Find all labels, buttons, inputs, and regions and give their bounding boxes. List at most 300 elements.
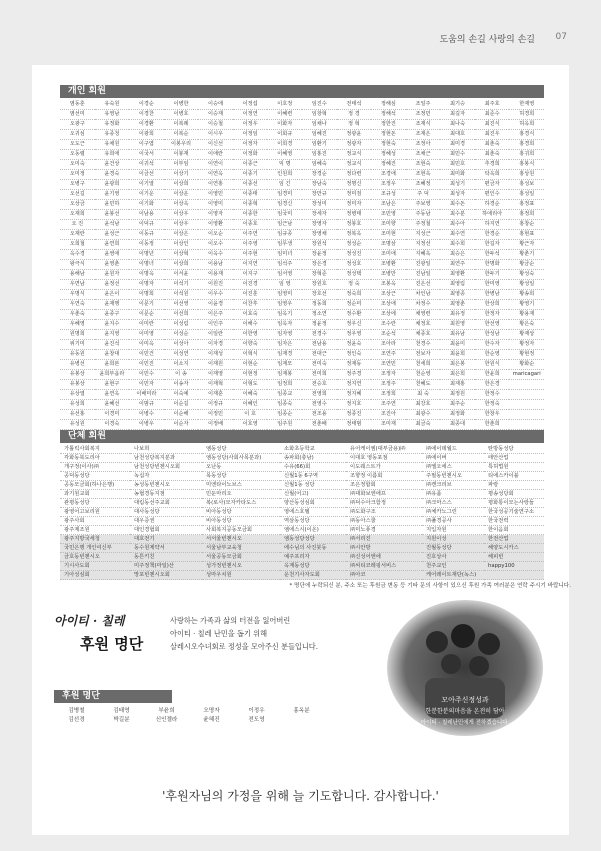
intro-line: 아이티 · 칠레 난민을 돕기 위해	[170, 629, 268, 638]
individual-member-name: 최정원	[440, 390, 475, 400]
individual-member-name: 임자영	[267, 330, 302, 340]
individual-member-name: 탁옥희	[475, 170, 510, 180]
group-member-name: 엠에스시(이온)	[280, 526, 346, 535]
individual-member-name: 추경희	[475, 160, 510, 170]
individual-member-name: 이희경	[267, 140, 302, 150]
individual-member-name: 윤기영	[95, 190, 130, 200]
group-member-name: ㈜풀경공사	[422, 517, 484, 526]
individual-member-name: 이복순	[164, 130, 199, 140]
individual-member-name: 유병선	[60, 360, 95, 370]
individual-member-name: 우혜영	[60, 320, 95, 330]
group-member-name: 엠동성당성당	[280, 535, 346, 544]
intro-line: 살레시오수녀회로 정성을 모아주신 분들입니다.	[170, 642, 319, 651]
group-member-name: 복(로사)모자카타도스	[202, 499, 280, 508]
individual-member-name	[509, 420, 544, 430]
individual-member-name: 진은선	[406, 280, 441, 290]
individual-member-name: 임종숙	[267, 400, 302, 410]
individual-member-name: 이미옥	[129, 340, 164, 350]
individual-member-name: 이종혁	[233, 200, 268, 210]
individual-member-name: 유선홍	[60, 410, 95, 420]
individual-member-name: 오상금	[60, 200, 95, 210]
individual-member-name: 전춘배	[302, 420, 337, 430]
individual-member-name: 유채원	[95, 140, 130, 150]
individual-member-name: 이회규	[267, 130, 302, 140]
individual-member-name: 이미영	[129, 330, 164, 340]
individual-member-name: 전대근	[302, 350, 337, 360]
individual-member-name: 이병호	[164, 110, 199, 120]
individual-member-name: 주동남	[406, 210, 441, 220]
individual-member-name: 진광일	[406, 260, 441, 270]
group-member-name: ㈜에이데월드	[422, 445, 484, 454]
photo-caption-line: 모아주신정성과	[441, 696, 489, 704]
individual-member-name: 이애란	[198, 150, 233, 160]
individual-member-name: 이정섭	[233, 100, 268, 110]
individual-member-name: 한두석	[475, 250, 510, 260]
individual-member-name: 황금순	[509, 260, 544, 270]
individual-member-name: 이문순	[129, 310, 164, 320]
individual-member-name: 이재영	[198, 370, 233, 380]
individual-member-name: 최종대	[440, 420, 475, 430]
group-member-name: 비아동성당	[202, 508, 280, 517]
individual-member-name: 조상애	[371, 300, 406, 310]
individual-member-name: 최재홍	[440, 380, 475, 390]
group-member-name: 동튼키친	[130, 553, 202, 562]
individual-member-name: 최미경	[440, 140, 475, 150]
group-member-name: 목동성당	[202, 472, 280, 481]
individual-member-name: 유희애	[95, 150, 130, 160]
individual-member-name: 정소연	[302, 310, 337, 320]
individual-member-name: 이봉재	[164, 150, 199, 160]
individual-member-name: 최승은	[440, 250, 475, 260]
individual-member-name: maricagari	[509, 370, 544, 380]
group-member-name: 광주사회	[60, 517, 130, 526]
group-member-name: 신월1동 6구역	[280, 472, 346, 481]
individual-member-name: 이재훈	[198, 390, 233, 400]
individual-member-name: 정교식	[337, 150, 372, 160]
individual-member-name: 한명화	[475, 260, 510, 270]
individual-member-name: 최대호	[440, 130, 475, 140]
group-member-name: 농협경동지점	[130, 490, 202, 499]
individual-member-name: 정혜진	[371, 160, 406, 170]
photo-caption-line: 한분한분의마음을 온전히 담아	[425, 708, 505, 715]
individual-member-name: 이오수	[198, 240, 233, 250]
individual-member-name: 한정숙	[475, 400, 510, 410]
individual-member-name: 조정자	[371, 370, 406, 380]
individual-member-name: 이복례	[164, 120, 199, 130]
group-member-name: ㈜크마스스	[422, 499, 484, 508]
individual-member-name: 오귀심	[60, 130, 95, 140]
sponsor-name	[279, 716, 324, 725]
individual-member-name: 오미정	[60, 170, 95, 180]
individual-member-name: 임 긴	[267, 180, 302, 190]
individual-member-name: 윤석남	[95, 220, 130, 230]
individual-member-name: 이시우	[198, 130, 233, 140]
individual-member-name: 정복옥	[337, 230, 372, 240]
individual-member-name: 윤정선	[95, 280, 130, 290]
individual-member-name: 원명희	[60, 330, 95, 340]
individual-member-name: 오 진	[60, 220, 95, 230]
individual-member-name: 이혜련	[267, 110, 302, 120]
individual-member-name: 정지혜	[337, 390, 372, 400]
group-member-name: 주필동빈첸시오	[422, 472, 484, 481]
individual-member-name: 채종호	[406, 330, 441, 340]
individual-member-name: 이진경	[233, 280, 268, 290]
intro-line: 사랑하는 가족과 삶의 터전을 잃어버린	[170, 616, 291, 625]
individual-member-name: 이송자	[164, 380, 199, 390]
individual-member-name: 편인수	[475, 190, 510, 200]
individual-member-name: 오희철	[60, 240, 95, 250]
group-member-name: 성가정빈첸시오	[202, 562, 280, 571]
individual-member-name: 윤민하	[95, 200, 130, 210]
individual-member-name: 윤성근	[95, 230, 130, 240]
individual-member-name	[509, 390, 544, 400]
group-member-name	[484, 571, 544, 580]
individual-member-name: 한창우	[475, 410, 510, 420]
individual-member-name: 황성일	[509, 280, 544, 290]
individual-member-name: 유봉상	[60, 370, 95, 380]
group-member-name: ㈜시안방	[346, 544, 422, 553]
group-member-name: 망포빈첸시오회	[130, 571, 202, 580]
individual-member-name: 염동훈	[60, 100, 95, 110]
individual-member-name: 정다련	[337, 170, 372, 180]
individual-member-name: 장원석	[302, 240, 337, 250]
group-member-name: 엠동성당(사회사목분과)	[202, 454, 280, 463]
individual-member-name: 최기승	[440, 100, 475, 110]
photo-caption-line: 아이티 · 칠레난민에게 전하겠습니다.	[420, 720, 510, 726]
individual-member-name: 이상희	[164, 180, 199, 190]
individual-member-name: 옥수경	[60, 250, 95, 260]
individual-member-name: 이석기	[164, 280, 199, 290]
individual-member-name: 오병구	[60, 180, 95, 190]
group-member-name: 광주제조원	[60, 526, 130, 535]
individual-member-name: 정종진	[337, 410, 372, 420]
individual-member-name: 우면남	[60, 280, 95, 290]
individual-member-name: 이상우	[164, 210, 199, 220]
group-member-name: 동수원제약서	[130, 544, 202, 553]
individual-member-name: 최수아	[440, 220, 475, 230]
individual-member-name: 조규성	[371, 190, 406, 200]
individual-member-name: 정미자	[337, 200, 372, 210]
individual-member-name: 홍상원	[509, 170, 544, 180]
individual-member-name: 한경순	[475, 230, 510, 240]
individual-member-name: 오미숙	[60, 160, 95, 170]
sponsor-name: 부윤희	[158, 708, 175, 714]
individual-member-name: 이효숙	[233, 310, 268, 320]
group-member-name: ㈜신성어앤에	[346, 553, 422, 562]
individual-member-name: 정지호	[337, 400, 372, 410]
individual-member-name: 이영미	[198, 200, 233, 210]
individual-member-name: 정재동	[337, 360, 372, 370]
individual-member-name: 황화순	[509, 360, 544, 370]
individual-member-name: 이국서	[129, 150, 164, 160]
individual-member-name: 이주현	[233, 250, 268, 260]
individual-member-name: 오광구	[60, 120, 95, 130]
individual-member-name: 이 호	[233, 410, 268, 420]
individual-member-name: 이덕규	[129, 220, 164, 230]
children-photo	[385, 598, 545, 738]
individual-member-name: 오재희	[60, 210, 95, 220]
individual-member-name: 이귀석	[129, 160, 164, 170]
individual-member-name: 임 영	[267, 280, 302, 290]
individual-member-name: 최민호	[440, 160, 475, 170]
individual-member-name: 조아라	[371, 340, 406, 350]
individual-member-name: 최수연	[440, 230, 475, 240]
individual-member-name: 이경숙	[95, 420, 130, 430]
individual-member-name: 정한진	[371, 120, 406, 130]
group-member-name: ㈜캔크리브	[422, 481, 484, 490]
group-member-name: 지입자원	[422, 526, 484, 535]
individual-member-name: 임재봉	[267, 370, 302, 380]
group-member-name: 티에스카이블	[484, 472, 544, 481]
individual-member-name: 윤봉선	[95, 210, 130, 220]
individual-member-name: 정우영	[337, 330, 372, 340]
individual-member-name: 이경찬	[129, 110, 164, 120]
individual-member-name: 윤건상	[95, 160, 130, 170]
sponsor-names-grid	[54, 707, 324, 725]
group-member-name: ㈜에이버	[422, 454, 484, 463]
individual-member-name: 조남은	[371, 200, 406, 210]
group-member-name: 한국성공기술연구소	[484, 508, 544, 517]
individual-member-name: 임영우	[267, 300, 302, 310]
individual-member-name: 임경신	[267, 200, 302, 210]
group-member-name: ㈜덕수아크함정	[346, 499, 422, 508]
individual-member-name: 정인숙	[337, 350, 372, 360]
individual-member-name: 이종선	[233, 180, 268, 190]
individual-member-name: 조진아	[371, 410, 406, 420]
individual-member-name: 이종태	[233, 190, 268, 200]
individual-member-name: 정병태	[337, 210, 372, 220]
individual-member-name: 허경희	[509, 110, 544, 120]
group-member-name: 각화동북도리아	[60, 454, 130, 463]
individual-member-name: 이경순	[129, 100, 164, 110]
individual-member-name: 조정주	[371, 380, 406, 390]
group-member-name: 광영어고보리원	[60, 508, 130, 517]
individual-member-name: 천경수	[406, 340, 441, 350]
individual-member-name: 이자경	[198, 340, 233, 350]
group-member-name: ㈜체카노그린	[422, 508, 484, 517]
group-member-name: 민둔마리오	[202, 490, 280, 499]
individual-member-name: 천세희	[406, 360, 441, 370]
individual-member-name: 지성근	[406, 230, 441, 240]
individual-member-name: 유숙원	[95, 100, 130, 110]
individual-member-name: 정숙희	[337, 290, 372, 300]
individual-member-name: 임환기	[302, 140, 337, 150]
group-member-name: 지원이성	[422, 535, 484, 544]
group-member-name: 오난동	[202, 463, 280, 472]
individual-member-name: 최은봉	[440, 360, 475, 370]
individual-member-name: 정윤숙	[337, 340, 372, 350]
individual-member-name: 이동정	[129, 240, 164, 250]
individual-member-name: 임주원	[267, 420, 302, 430]
individual-member-name: 정미검	[337, 190, 372, 200]
individual-member-name: 허옥희	[509, 120, 544, 130]
group-member-name: 광주지방국세청	[60, 535, 130, 544]
individual-member-name: 한수자	[475, 340, 510, 350]
individual-member-name: 장혁준	[302, 270, 337, 280]
individual-member-name: 유봉상	[60, 380, 95, 390]
individual-member-name: 황현정	[509, 350, 544, 360]
group-member-name: 예주프리자	[280, 553, 346, 562]
individual-member-name: 이상기	[164, 170, 199, 180]
individual-member-name: 홍귀희	[509, 150, 544, 160]
individual-member-name: 황정자	[509, 340, 544, 350]
individual-member-name: 최윤미	[440, 340, 475, 350]
individual-member-name: 주 덕	[406, 190, 441, 200]
group-member-name: 기시사도회	[60, 562, 130, 571]
group-member-name: 농성동빈첸시오	[130, 481, 202, 490]
group-member-name: ㈜미노퓨경	[346, 526, 422, 535]
individual-member-name	[509, 380, 544, 390]
sponsor-names-header: 후원 명단	[54, 690, 172, 703]
individual-member-name: 최윤희	[440, 350, 475, 360]
individual-member-name	[509, 410, 544, 420]
individual-member-name: 최수돈	[440, 200, 475, 210]
individual-member-name: 이현정	[233, 370, 268, 380]
individual-member-name: 이지연	[233, 260, 268, 270]
individual-member-name: 이연옥	[198, 170, 233, 180]
group-member-name: 유어케이엠(대부금용)㈜	[346, 445, 422, 454]
individual-member-name: 이성연	[164, 350, 199, 360]
individual-member-name: 이상혁	[164, 250, 199, 260]
individual-member-name: 지정선	[406, 240, 441, 250]
individual-member-name: 조정민	[406, 110, 441, 120]
group-member-name: 관평동성당	[60, 499, 130, 508]
group-member-name: 운천기사자도회	[280, 571, 346, 580]
group-member-name: 이도웨스트가	[346, 463, 422, 472]
individual-member-name: 조민영	[371, 210, 406, 220]
individual-member-name: 정광자	[337, 140, 372, 150]
individual-member-name: 지혜옥	[406, 250, 441, 260]
individual-member-name: 우연숙	[60, 300, 95, 310]
individual-member-name: 최미화	[440, 170, 475, 180]
group-member-name: 특허법원	[484, 463, 544, 472]
individual-member-name: 이성림	[164, 320, 199, 330]
group-member-name: ㈜씨티코레핑서비스	[346, 562, 422, 571]
individual-member-name: 한은경	[475, 380, 510, 390]
individual-member-name: 전조용	[302, 410, 337, 420]
individual-member-name: 윤원자	[95, 270, 130, 280]
group-member-name: 평송성당회	[484, 490, 544, 499]
individual-member-name: 이상인	[164, 240, 199, 250]
individual-member-name: 우춘숙	[60, 310, 95, 320]
individual-member-name: 홍성일	[509, 190, 544, 200]
individual-member-name: 최민수	[440, 150, 475, 160]
individual-member-name: 이명희	[129, 290, 164, 300]
individual-member-name: 이은주	[198, 310, 233, 320]
sponsor-list-title: 후원 명단	[80, 635, 144, 653]
group-member-name: 미엔타이노브스	[202, 481, 280, 490]
individual-member-name: 이순자	[164, 420, 199, 430]
group-member-name: 탄방동성당	[484, 445, 544, 454]
group-member-name: 수유(66)회	[280, 463, 346, 472]
individual-member-name: 조명삼	[371, 240, 406, 250]
individual-member-name: 조일주	[406, 100, 441, 110]
individual-member-name: 이상희	[164, 260, 199, 270]
individual-member-name: 윤진석	[95, 340, 130, 350]
individual-member-name: 이기운	[129, 190, 164, 200]
group-member-name: ㈜대화보엔에프	[346, 490, 422, 499]
individual-member-name: 최 숙	[406, 390, 441, 400]
group-member-name: 조향정 이름회	[346, 472, 422, 481]
individual-member-name: 이경환	[129, 120, 164, 130]
individual-member-name: 황용재	[509, 310, 544, 320]
individual-member-name: 이성아	[164, 340, 199, 350]
individual-member-name: 윤은이	[95, 290, 130, 300]
individual-member-name: 정해석	[371, 110, 406, 120]
individual-member-name: 최춘숙	[475, 140, 510, 150]
individual-member-name: 이한영	[233, 330, 268, 340]
individual-member-name: 최주순	[440, 400, 475, 410]
group-member-name: 대림동선주교회	[130, 499, 202, 508]
individual-member-name: 전경수	[302, 330, 337, 340]
individual-member-name: 윤연옥	[95, 390, 130, 400]
individual-member-name: 한춘희	[475, 420, 510, 430]
individual-member-name: 장성미	[302, 200, 337, 210]
individual-member-name: 임국미	[267, 210, 302, 220]
individual-member-name: 임옥자	[267, 320, 302, 330]
individual-member-name: 전미숙	[302, 360, 337, 370]
group-member-name: 대인경협회	[130, 526, 202, 535]
individual-member-name: 홍경희	[509, 140, 544, 150]
individual-member-name: 장남숙	[302, 180, 337, 190]
individual-member-name: 이윤경	[198, 300, 233, 310]
individual-member-name: 이범규	[129, 400, 164, 410]
individual-member-name: 전영희	[302, 390, 337, 400]
individual-member-name: 이정자	[233, 140, 268, 150]
individual-member-name: 최영림	[440, 280, 475, 290]
group-members-header: 단체 회원	[60, 430, 544, 443]
individual-member-name: 임옥기	[267, 310, 302, 320]
individual-member-name: 전승호	[302, 380, 337, 390]
individual-member-name: 이주영	[233, 240, 268, 250]
individual-member-name: 오재란	[60, 230, 95, 240]
individual-member-name: 임창혁	[302, 110, 337, 120]
individual-member-name: 황성숙	[509, 270, 544, 280]
individual-member-name: 주정철	[406, 220, 441, 230]
individual-member-name: 이봉우리	[164, 140, 199, 150]
individual-member-name: 조현옥	[406, 170, 441, 180]
individual-member-name: 이상우	[164, 220, 199, 230]
individual-member-name: 정순미	[337, 300, 372, 310]
group-member-name: 녹십자	[130, 472, 202, 481]
individual-member-name: 채정호	[406, 320, 441, 330]
individual-member-name: 이정우	[233, 120, 268, 130]
individual-member-name: 조미재	[371, 420, 406, 430]
individual-member-name: 염선미	[60, 110, 95, 120]
individual-member-name: 임무생	[267, 240, 302, 250]
individual-member-name: 이선영	[164, 300, 199, 310]
individual-member-name: 이원진	[198, 280, 233, 290]
individual-member-name: 윤종구	[95, 310, 130, 320]
individual-member-name: 한재영	[509, 100, 544, 110]
individual-member-name: 이민진	[129, 360, 164, 370]
individual-member-name: 정주경	[337, 370, 372, 380]
individual-member-name: 임혜진	[302, 130, 337, 140]
group-member-name: 해양도시카스	[484, 544, 544, 553]
haiti-chile-logo: 아이티 · 칠레	[54, 614, 125, 628]
group-member-name: 진월동성당	[422, 544, 484, 553]
individual-member-name: 이성순	[164, 330, 199, 340]
individual-member-name: 정성진	[337, 250, 372, 260]
group-member-name: 조은정합회	[346, 481, 422, 490]
individual-member-name: 장영채	[302, 230, 337, 240]
individual-member-name: 윤창대	[95, 350, 130, 360]
individual-member-name: 정해심	[371, 100, 406, 110]
individual-member-name: 이향숙	[233, 340, 268, 350]
individual-member-name: 이상옥	[164, 200, 199, 210]
individual-member-name: 조채근	[406, 150, 441, 160]
individual-member-name: 윤현구	[95, 380, 130, 390]
